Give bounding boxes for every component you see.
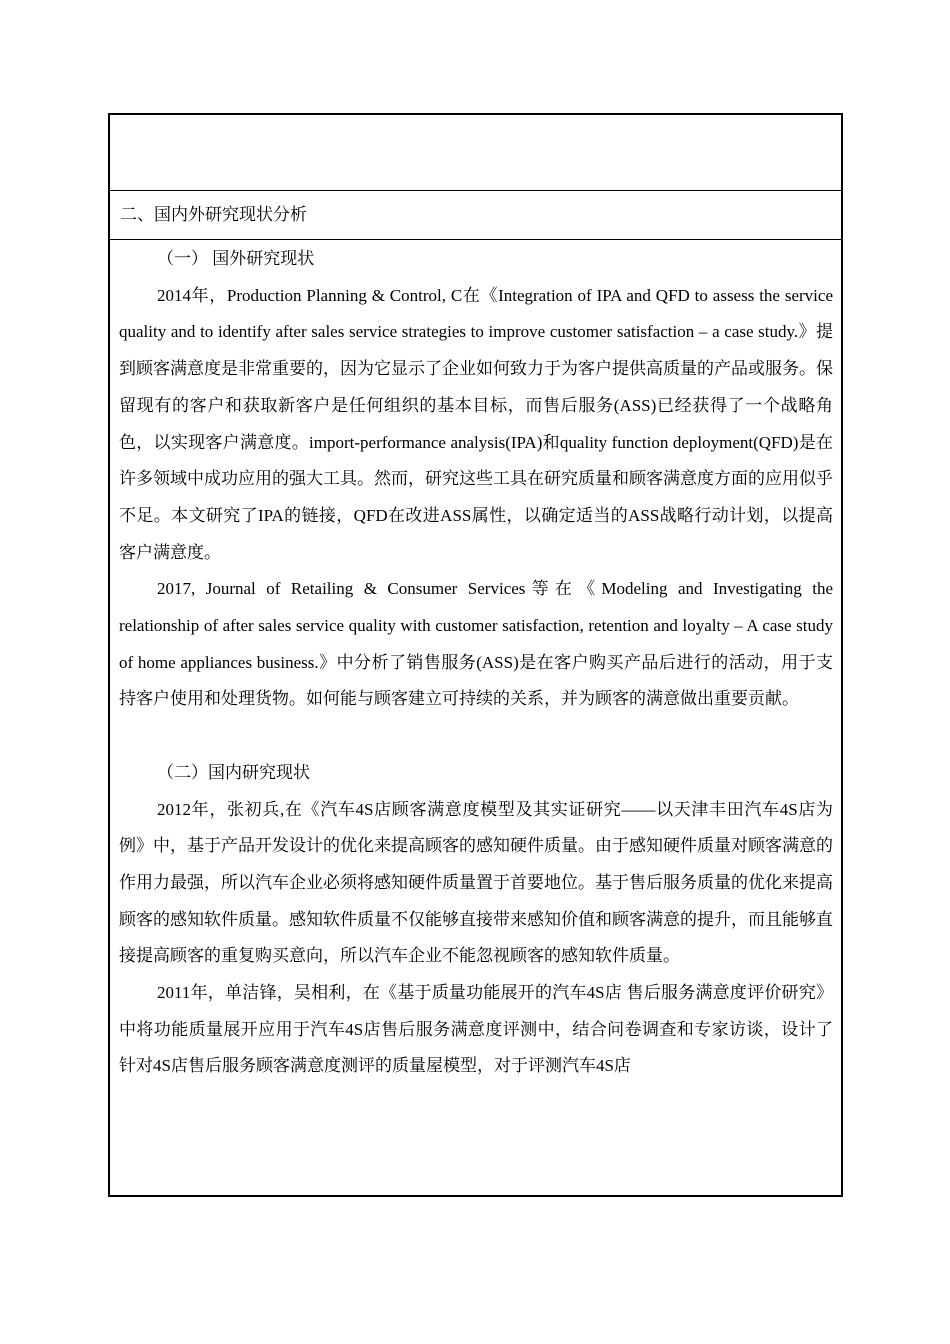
section-heading: 二、国内外研究现状分析: [120, 205, 307, 224]
proposal-form-table: [108, 113, 843, 1197]
domestic-research-heading: （二）国内研究现状: [157, 762, 310, 782]
domestic-paragraph-2: 2011年，单洁锋，吴相利，在《基于质量功能展开的汽车4S店 售后服务满意度评价研究》中将功能质量展开应用于汽车4S店售后服务满意度评测中，结合问卷调查和专家访谈，设计了针对4S店售后服务顾客满意度测评的质量屋模型，对于评测汽车4S店: [119, 983, 833, 1076]
blank-line: [119, 718, 833, 755]
row-divider: [110, 239, 841, 240]
research-status-content: [119, 241, 833, 1195]
foreign-paragraph-1: 2014年，Production Planning & Control, C在《Integration of IPA and QFD to assess the service quality and to identify after sales service strategies to improve customer satisfaction – a case study.》提到顾客满意度是非常重要的，因为它显示了企业如何致力于为客户提供高质量的产品或服务。保留现有的客户和获取新客户是任何组织的基本目标，而售后服务(ASS)已经获得了一个战略角色，以实现客户满意度。import-performance analysis(IPA)和quality function deployment(QFD)是在许多领域中成功应用的强大工具。然而，研究这些工具在研究质量和顾客满意度方面的应用似乎不足。本文研究了IPA的链接，QFD在改进ASS属性，以确定适当的ASS战略行动计划，以提高客户满意度。: [119, 285, 833, 562]
blank-header-cell: [110, 115, 841, 190]
foreign-research-heading: （一） 国外研究现状: [157, 249, 315, 268]
row-divider: [110, 190, 841, 191]
foreign-paragraph-2: 2017, Journal of Retailing & Consumer Services等在《Modeling and Investigating the relationship of after sales service quality with customer satisfaction, retention and loyalty – A case study of home appliances business.》中分析了销售服务(ASS)是在客户购买产品后进行的活动，用于支持客户使用和处理货物。如何能与顾客建立可持续的关系，并为顾客的满意做出重要贡献。: [119, 579, 833, 709]
domestic-paragraph-1: 2012年，张初兵,在《汽车4S店顾客满意度模型及其实证研究——以天津丰田汽车4S店为例》中，基于产品开发设计的优化来提高顾客的感知硬件质量。由于感知硬件质量对顾客满意的作用力最强，所以汽车企业必须将感知硬件质量置于首要地位。基于售后服务质量的优化来提高顾客的感知软件质量。感知软件质量不仅能够直接带来感知价值和顾客满意的提升，而且能够直接提高顾客的重复购买意向，所以汽车企业不能忽视顾客的感知软件质量。: [119, 799, 833, 966]
